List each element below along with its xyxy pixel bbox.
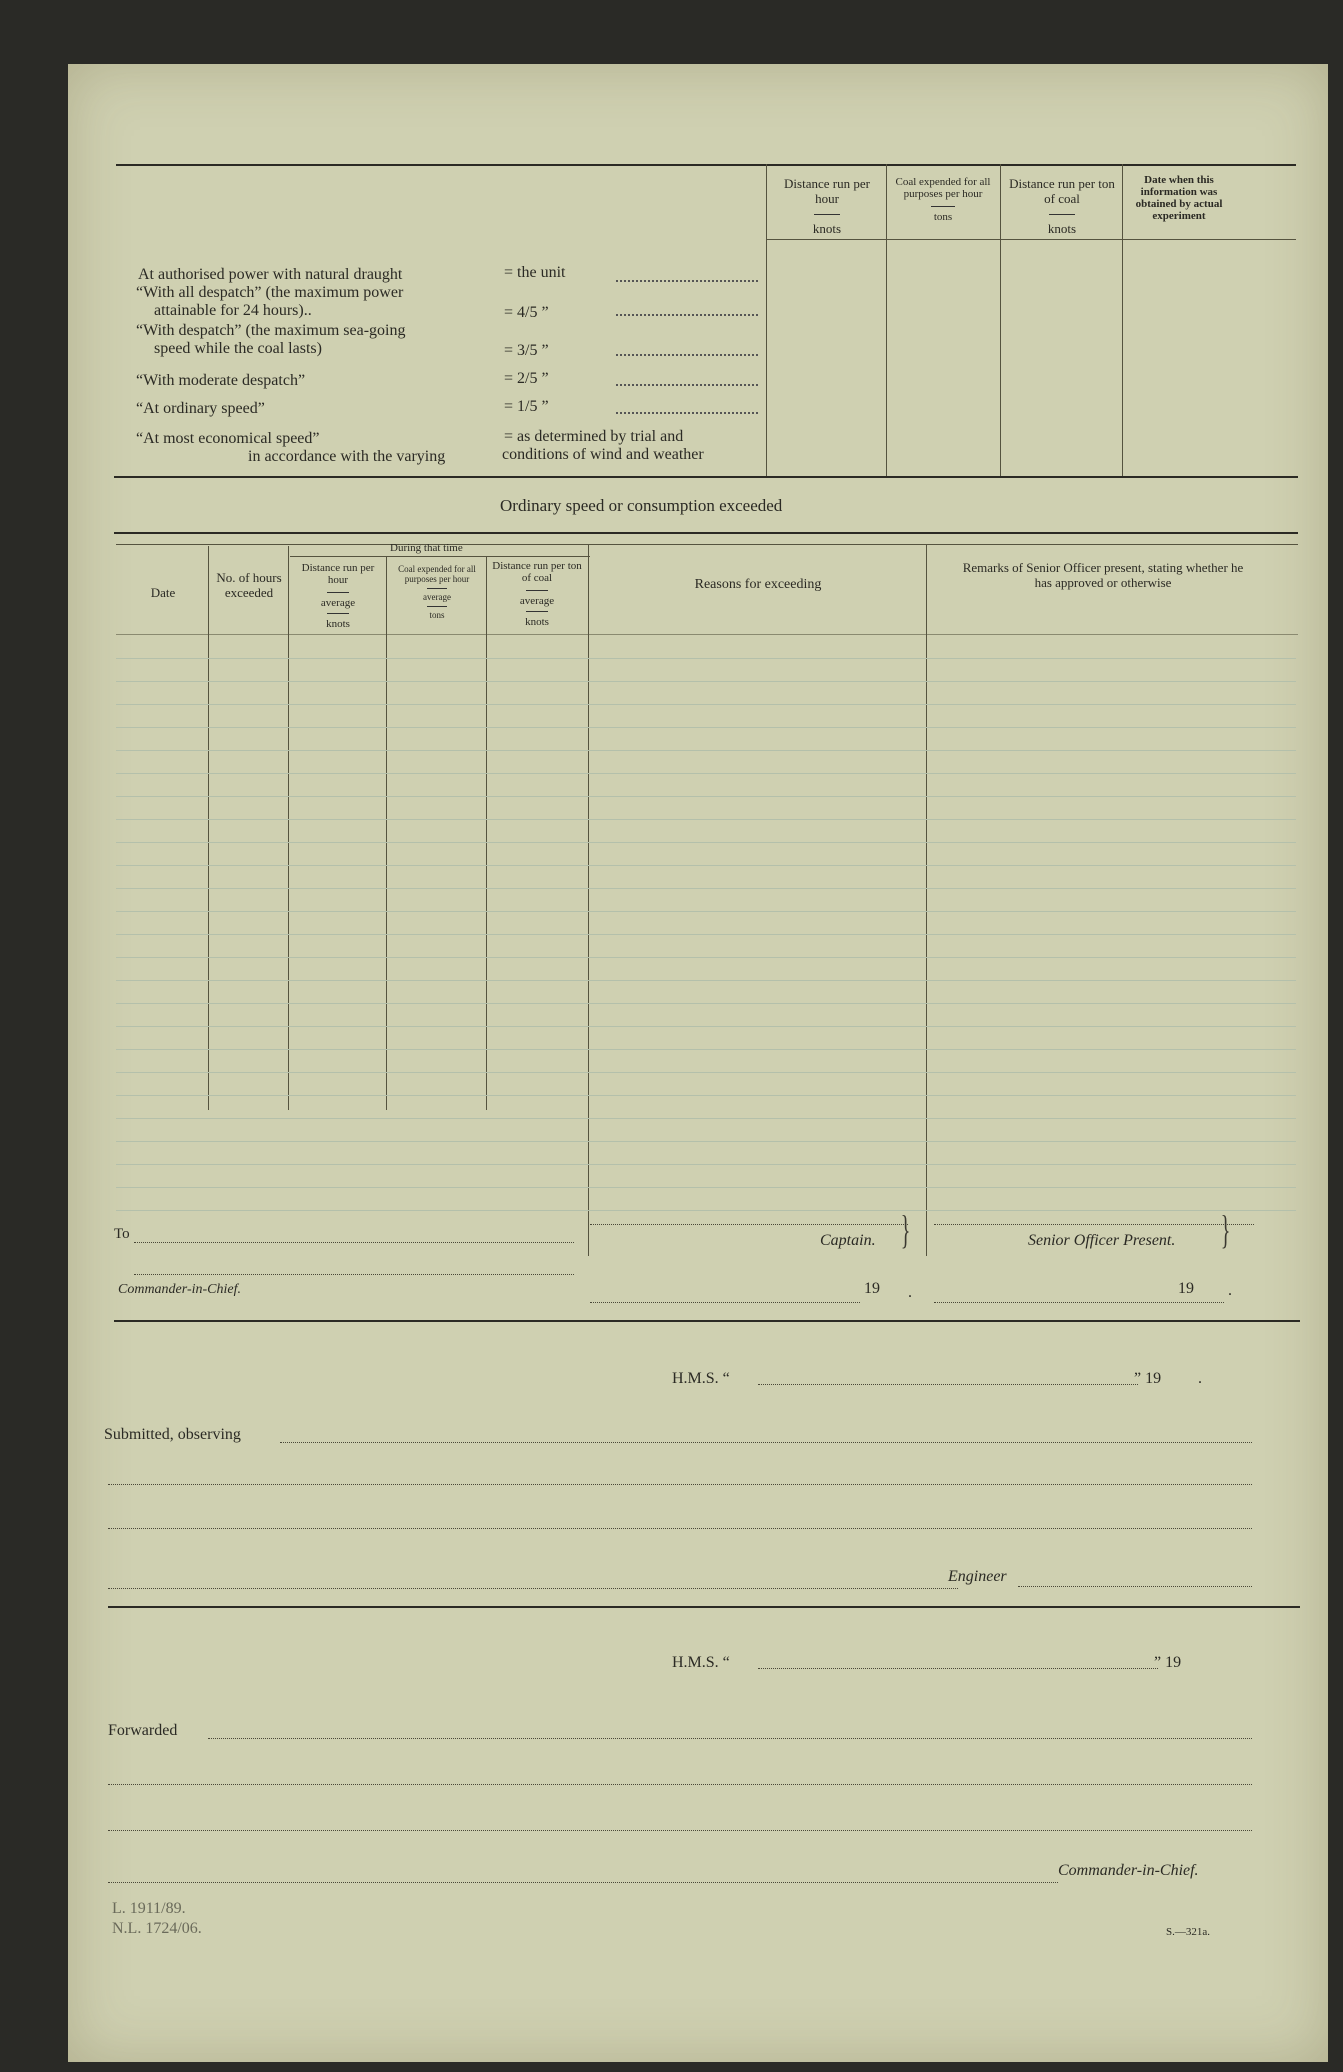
- col-date: Date: [150, 585, 176, 600]
- row-label-economical: “At most economical speed”: [136, 430, 320, 447]
- submitted-label: Submitted, observing: [104, 1426, 241, 1443]
- ruled-line: [116, 1141, 1296, 1142]
- row-value-authorised: = the unit: [504, 264, 566, 281]
- to-line-2: [134, 1274, 574, 1275]
- ruled-line: [116, 888, 1296, 889]
- ruled-line: [116, 1095, 1296, 1096]
- brace-icon: }: [1220, 1207, 1231, 1252]
- ruled-line: [116, 658, 1296, 659]
- col-exceed-coal-hour: Coal expended for all purposes per hour average tons: [398, 564, 476, 620]
- reference-2: N.L. 1724/06.: [112, 1920, 202, 1937]
- col-divider-1: [766, 164, 767, 476]
- ruled-line: [116, 750, 1296, 751]
- senior-officer-label: Senior Officer Present.: [1028, 1232, 1176, 1249]
- senior-officer-line-top: [934, 1224, 1254, 1225]
- during-group-rule: [290, 556, 590, 557]
- captain-label: Captain.: [820, 1232, 876, 1249]
- hms-label: H.M.S. “: [672, 1654, 730, 1671]
- forwarded-label: Forwarded: [108, 1722, 178, 1739]
- leader-dots: [616, 354, 758, 356]
- col-hours-exceeded: No. of hours exceeded: [216, 570, 282, 600]
- submitted-line: [280, 1442, 1252, 1443]
- col-exceed-distance-hour: Distance run per hour average knots: [301, 562, 375, 630]
- forwarded-line: [208, 1738, 1252, 1739]
- document-page: Distance run per hour knots Coal expended for all purposes per hour tons Distance run per ton of coal knots Date when this information was obtained by actual experiment At authorised power with natural draught = the unit “With all despatch” (the maximum power attainable for 24 hours).. = 4/5 ” “With despatch” (the maximum sea-going speed while the coal lasts) = 3/5 ” “With moderate despatch” = 2/5 ” “At ordinary speed” = 1/5 ” “At most economical speed” in accordance with the varying = as determined by trial and conditions of wind and weather Ordinary speed or consumption exceeded During that time Date No. of hours exceeded Distance run per hour average knots Coal expended for all purposes per hour average tons Distance run per ton of coal average knots Reasons for exceeding Remarks of Senior Officer present, stating whether he has approved or otherwise To Commander-in-Chief. Captain. } 19 . Senior Officer Present. } 19 . H.M.S. “ ” 19 . Submitted, observing Engineer H.M.S. “ ” 19 Forwarded Commander-in-Chief. L. 1911/89. N.L. 1724/06. S.—321a.: [68, 64, 1328, 2062]
- leader-dots: [616, 280, 758, 282]
- submitted-line: [108, 1528, 1252, 1529]
- engineer-label: Engineer: [948, 1568, 1007, 1585]
- col-divider: [926, 544, 927, 1256]
- col-distance-per-hour: Distance run per hour knots: [784, 176, 870, 236]
- ruled-line: [116, 1003, 1296, 1004]
- ruled-line: [116, 1187, 1296, 1188]
- ruled-line: [116, 957, 1296, 958]
- col-divider: [588, 544, 589, 1256]
- ruled-line: [116, 1164, 1296, 1165]
- senior-date-line: [934, 1302, 1224, 1303]
- hms-label: H.M.S. “: [672, 1370, 730, 1387]
- signature-bottom-rule: [114, 1320, 1300, 1322]
- row-value-economical-2: conditions of wind and weather: [502, 446, 704, 463]
- ruled-line: [116, 704, 1296, 705]
- captain-line-top: [590, 1224, 908, 1225]
- row-value-moderate: = 2/5 ”: [504, 370, 549, 387]
- ruled-line: [116, 1072, 1296, 1073]
- row-label-all-despatch-2: attainable for 24 hours)..: [154, 302, 312, 319]
- leader-dots: [616, 384, 758, 386]
- exceed-header-bottom-rule: [116, 634, 1298, 635]
- forwarded-line: [108, 1830, 1252, 1831]
- row-label-ordinary: “At ordinary speed”: [136, 400, 265, 417]
- forwarded-line: [108, 1882, 1058, 1883]
- row-label-all-despatch: “With all despatch” (the maximum power: [136, 284, 404, 301]
- section-title: Ordinary speed or consumption exceeded: [500, 496, 783, 515]
- ruled-line: [116, 1026, 1296, 1027]
- exceed-header-rule: [116, 544, 1298, 545]
- leader-dots: [616, 412, 758, 414]
- brace-icon: }: [900, 1207, 911, 1252]
- ruled-line: [116, 980, 1296, 981]
- row-value-despatch: = 3/5 ”: [504, 342, 549, 359]
- ruled-line: [116, 681, 1296, 682]
- row-label-despatch: “With despatch” (the maximum sea-going: [136, 322, 406, 339]
- row-label-authorised: At authorised power with natural draught: [138, 266, 403, 283]
- ship-name-line: [758, 1384, 1138, 1385]
- commander-in-chief: Commander-in-Chief.: [118, 1282, 241, 1297]
- top-table-bottom-rule: [114, 476, 1298, 478]
- row-value-economical: = as determined by trial and: [504, 428, 684, 445]
- submitted-line: [108, 1484, 1252, 1485]
- row-value-ordinary: = 1/5 ”: [504, 398, 549, 415]
- engineer-line: [1018, 1586, 1252, 1587]
- group-during-that-time: During that time: [390, 542, 463, 554]
- row-label-despatch-2: speed while the coal lasts): [154, 340, 322, 357]
- ruled-line: [116, 1049, 1296, 1050]
- ship-name-line: [758, 1668, 1158, 1669]
- ruled-line: [116, 842, 1296, 843]
- to-label: To: [114, 1226, 130, 1242]
- year-label: 19: [864, 1280, 880, 1297]
- row-label-moderate: “With moderate despatch”: [136, 372, 306, 389]
- exceed-top-rule: [114, 532, 1298, 534]
- col-date-obtained: Date when this information was obtained by actual experiment: [1135, 174, 1223, 222]
- leader-dots: [616, 314, 758, 316]
- ruled-line: [116, 934, 1296, 935]
- row-value-all-despatch: = 4/5 ”: [504, 304, 549, 321]
- form-number: S.—321a.: [1166, 1926, 1210, 1938]
- col-remarks: Remarks of Senior Officer present, stating whether he has approved or otherwise: [962, 560, 1244, 590]
- submitted-line: [108, 1588, 958, 1589]
- ruled-line: [116, 1118, 1296, 1119]
- hms-year: ” 19: [1134, 1370, 1162, 1387]
- reference-1: L. 1911/89.: [112, 1900, 186, 1917]
- ruled-line: [116, 819, 1296, 820]
- ruled-line: [116, 865, 1296, 866]
- col-exceed-distance-ton: Distance run per ton of coal average knots: [492, 560, 582, 628]
- forwarded-line: [108, 1784, 1252, 1785]
- ruled-line: [116, 773, 1296, 774]
- col-divider-3: [1000, 164, 1001, 476]
- hms-year: ” 19: [1154, 1654, 1182, 1671]
- ruled-line: [116, 1210, 1296, 1211]
- ruled-line: [116, 727, 1296, 728]
- ruled-line: [116, 796, 1296, 797]
- col-divider-2: [886, 164, 887, 476]
- commander-in-chief-forwarded: Commander-in-Chief.: [1058, 1862, 1199, 1879]
- col-divider-4: [1122, 164, 1123, 476]
- col-coal-per-hour: Coal expended for all purposes per hour tons: [895, 176, 991, 223]
- to-line: [134, 1242, 574, 1243]
- top-rule: [116, 164, 1296, 166]
- submitted-bottom-rule: [108, 1606, 1300, 1608]
- ruled-line: [116, 911, 1296, 912]
- captain-date-line: [590, 1302, 860, 1303]
- year-label: 19: [1178, 1280, 1194, 1297]
- header-bottom-rule: [766, 239, 1296, 240]
- row-label-economical-2: in accordance with the varying: [248, 448, 446, 465]
- col-distance-per-ton: Distance run per ton of coal knots: [1009, 176, 1115, 236]
- col-reasons: Reasons for exceeding: [694, 577, 822, 592]
